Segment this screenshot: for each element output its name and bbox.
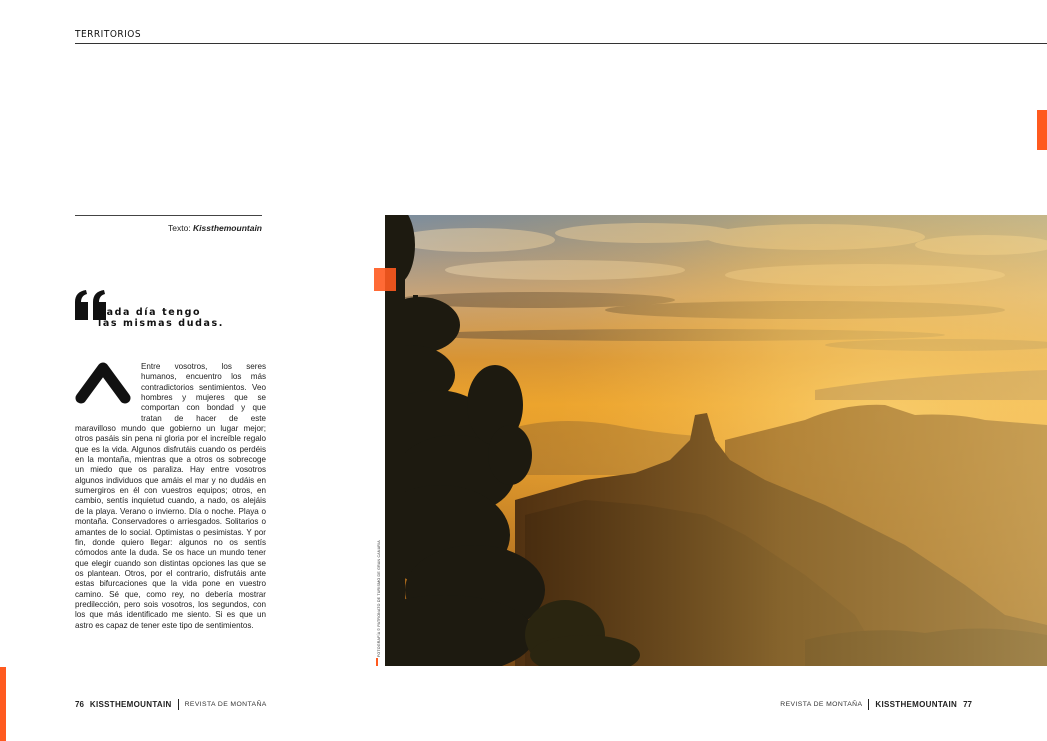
pull-quote	[98, 307, 224, 329]
page-edge-tab-left	[0, 667, 6, 741]
photo-credit-text: FOTOGRAFÍA © PATRONATO DE TURISMO DE GRAN CANARIA	[377, 540, 381, 657]
caption-accent-bar	[376, 658, 378, 666]
credit-author: Kissthemountain	[193, 223, 262, 233]
pull-quote-line-2: las mismas dudas.	[98, 318, 224, 329]
credit-prefix: Texto:	[167, 223, 191, 233]
credit-rule	[75, 215, 262, 216]
landscape-photo	[385, 215, 1047, 666]
author-credit	[75, 223, 262, 233]
drop-cap-space	[75, 362, 141, 416]
footer-brand-right: KISSTHEMOUNTAIN	[875, 700, 958, 709]
page-edge-tab-right	[1037, 110, 1047, 150]
accent-square	[374, 268, 396, 291]
page-number-left: 76	[75, 700, 84, 709]
footer-magazine-left: REVISTA DE MONTAÑA	[184, 701, 267, 708]
footer-divider-left	[178, 699, 179, 710]
photo-credit	[376, 530, 382, 660]
footer-brand-left: KISSTHEMOUNTAIN	[89, 700, 172, 709]
page-number-right: 77	[963, 700, 972, 709]
header-rule	[75, 43, 1047, 44]
footer-right	[780, 699, 972, 710]
section-label: TERRITORIOS	[75, 29, 142, 40]
mountain-sunset-image	[385, 215, 1047, 666]
article-body-column	[75, 362, 266, 631]
footer-magazine-right: REVISTA DE MONTAÑA	[780, 701, 863, 708]
pull-quote-line-1: Cada día tengo	[98, 307, 202, 318]
footer-left	[75, 699, 267, 710]
footer-divider-right	[868, 699, 869, 710]
article-body: Entre vosotros, los seres humanos, encuentro los más contradictorios sentimientos. Veo hombres y mujeres que se comportan con bondad y que tratan de hacer de este maravilloso mundo que gobierno un lugar mejor; otros pasáis sin pena ni gloria por el increíble regalo que es la vida. Algunos disfrutáis cuando os perdéis en la montaña, mientras que a otros os sobrecoge un miedo que os paraliza. Hay entre vosotros algunos individuos que amáis el mar y no dudáis en sumergiros en él con vuestros equipos; otros, en cambio, sentís inquietud cuando, a nado, os alejáis de la playa. Verano o invierno. Día o noche. Playa o montaña. Conservadores o arriesgados. Solitarios o amantes de lo social. Optimistas o pesimistas. Y por fin, donde quiero llegar: algunos no os sentís cómodos ante la duda. Se os hace un mundo tener que elegir cuando son distintas opciones las que se os plantean. Otros, por el contrario, disfrutáis ante estas bifurcaciones que la vida pone en vuestro camino. Sé que, como rey, no debería mostrar predilección, pero sois vosotros, los segundos, con los que más identificado me siento. Si es que un astro es capaz de tener este tipo de sentimientos.	[75, 362, 266, 630]
